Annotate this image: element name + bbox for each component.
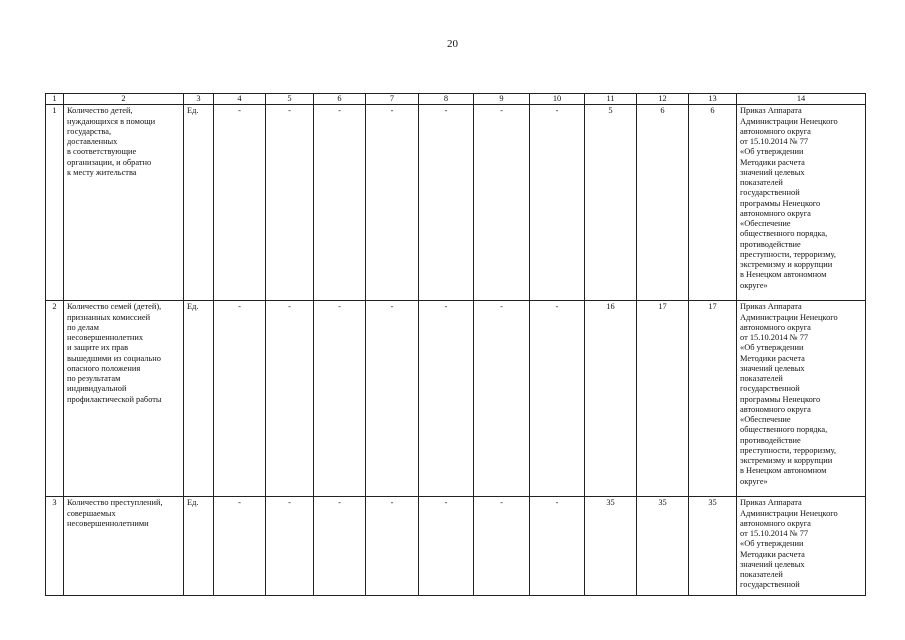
value-cell: - — [419, 301, 474, 497]
value-cell: - — [530, 301, 585, 497]
value-cell: 35 — [585, 497, 637, 596]
column-header: 12 — [637, 94, 689, 105]
unit-cell: Ед. — [184, 301, 214, 497]
header-row — [46, 94, 866, 105]
row-number-cell: 2 — [46, 301, 64, 497]
value-cell: 17 — [637, 301, 689, 497]
column-header: 9 — [474, 94, 530, 105]
value-cell: 6 — [689, 105, 737, 301]
value-cell: - — [314, 497, 366, 596]
value-cell: - — [266, 105, 314, 301]
value-cell: - — [266, 301, 314, 497]
source-document-cell: Приказ Аппарата Администрации Ненецкого автономного округа от 15.10.2014 № 77 «Об утверждении Методики расчета значений целевых показателей государственной программы Ненецкого автономного округа «Обеспечение общественного порядка, противодействие преступности, терроризму, экстремизму и коррупции в Ненецком автономном округе» — [737, 301, 866, 497]
value-cell: - — [366, 497, 419, 596]
column-header: 11 — [585, 94, 637, 105]
row-number-cell: 1 — [46, 105, 64, 301]
value-cell: - — [314, 301, 366, 497]
column-header: 4 — [214, 94, 266, 105]
value-cell: - — [314, 105, 366, 301]
table-row — [46, 105, 866, 301]
table-row — [46, 497, 866, 596]
value-cell: 35 — [689, 497, 737, 596]
indicator-name-cell: Количество детей, нуждающихся в помощи государства, доставленных в соответствующие организации, и обратно к месту жительства — [64, 105, 184, 301]
value-cell: - — [214, 301, 266, 497]
column-header: 14 — [737, 94, 866, 105]
column-header: 5 — [266, 94, 314, 105]
value-cell: 17 — [689, 301, 737, 497]
value-cell: - — [366, 301, 419, 497]
column-header: 6 — [314, 94, 366, 105]
unit-cell: Ед. — [184, 105, 214, 301]
value-cell: - — [419, 105, 474, 301]
row-number-cell: 3 — [46, 497, 64, 596]
source-document-cell: Приказ Аппарата Администрации Ненецкого автономного округа от 15.10.2014 № 77 «Об утверждении Методики расчета значений целевых показателей государственной программы Ненецкого автономного округа «Обеспечение общественного порядка, противодействие преступности, терроризму, экстремизму и коррупции в Ненецком автономном округе» — [737, 105, 866, 301]
value-cell: - — [419, 497, 474, 596]
table-row — [46, 301, 866, 497]
column-header: 1 — [46, 94, 64, 105]
value-cell: 6 — [637, 105, 689, 301]
value-cell: - — [474, 105, 530, 301]
indicator-name-cell: Количество преступлений, совершаемых несовершеннолетними — [64, 497, 184, 596]
table-body — [46, 105, 866, 596]
value-cell: - — [474, 301, 530, 497]
column-header: 3 — [184, 94, 214, 105]
value-cell: - — [214, 497, 266, 596]
value-cell: - — [266, 497, 314, 596]
indicator-name-cell: Количество семей (детей), признанных комиссией по делам несовершеннолетних и защите их прав вышедшими из социально опасного положения по результатам индивидуальной профилактической работы — [64, 301, 184, 497]
value-cell: - — [530, 497, 585, 596]
value-cell: - — [530, 105, 585, 301]
source-document-cell: Приказ Аппарата Администрации Ненецкого автономного округа от 15.10.2014 № 77 «Об утверждении Методики расчета значений целевых показателей государственной — [737, 497, 866, 596]
indicator-table — [45, 93, 866, 596]
column-header: 2 — [64, 94, 184, 105]
value-cell: - — [214, 105, 266, 301]
column-header: 7 — [366, 94, 419, 105]
column-header: 8 — [419, 94, 474, 105]
value-cell: 35 — [637, 497, 689, 596]
value-cell: - — [366, 105, 419, 301]
column-header: 13 — [689, 94, 737, 105]
value-cell: 5 — [585, 105, 637, 301]
column-header: 10 — [530, 94, 585, 105]
value-cell: 16 — [585, 301, 637, 497]
value-cell: - — [474, 497, 530, 596]
unit-cell: Ед. — [184, 497, 214, 596]
page-number: 20 — [447, 38, 458, 50]
